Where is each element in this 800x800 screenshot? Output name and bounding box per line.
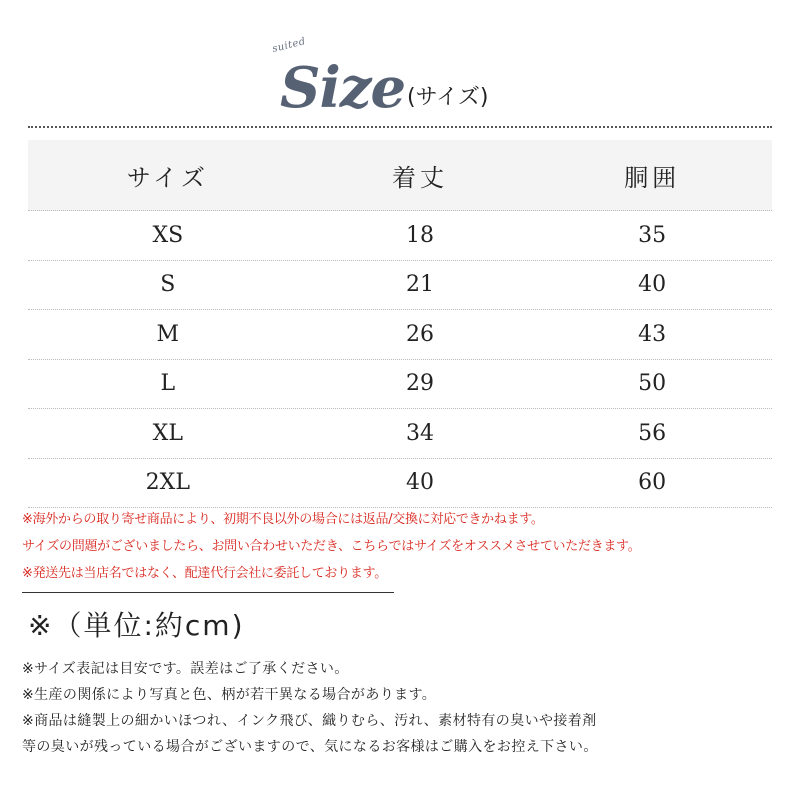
table-row [28,310,772,360]
top-divider [28,126,772,128]
table-row [28,261,772,311]
disclaimer-line: ※商品は縫製上の細かいほつれ、インク飛び、織りむら、汚れ、素材特有の臭いや接着剤 [22,713,597,729]
warning-line: ※発送先は当店名ではなく、配達代行会社に委託しております。 [22,566,387,581]
waist-cell: 50 [638,371,667,397]
logo-subtitle: (サイズ) [407,85,489,110]
table-header-row [28,140,772,211]
disclaimer-notes [22,656,792,760]
waist-cell: 60 [638,470,667,496]
length-cell: 26 [405,321,434,347]
size-cell: XS [152,222,184,248]
waist-cell: 35 [638,222,667,248]
size-cell: XL [152,420,183,446]
length-cell: 34 [405,420,434,446]
waist-cell: 56 [638,420,667,446]
header-waist: 胴囲 [624,163,681,192]
size-cell: 2XL [145,470,190,496]
length-cell: 29 [405,371,434,397]
warning-line: ※海外からの取り寄せ商品により、初期不良以外の場合には返品/交換に対応できかねます。 [22,512,544,527]
warning-line: サイズの問題がございましたら、お問い合わせいただき、こちらではサイズをオススメさせていただきます。 [22,539,641,554]
size-cell: S [160,272,176,298]
table-row [28,211,772,261]
waist-cell: 40 [638,272,667,298]
logo-wordmark: Size [280,55,406,121]
disclaimer-line: ※生産の関係により写真と色、柄が若干異なる場合があります。 [22,687,437,703]
disclaimer-line: 等の臭いが残っている場合がございますので、気になるお客様はご購入をお控え下さい。 [22,739,598,755]
size-table [28,140,772,508]
table-row [28,459,772,509]
length-cell: 40 [405,470,434,496]
table-row [28,409,772,459]
header-size: サイズ [126,163,209,192]
warning-notes [22,506,792,587]
size-cell: M [156,321,180,347]
logo-tagline: suited [271,36,307,55]
unit-note: ※（単位:約cm) [28,609,245,642]
size-logo [262,30,522,120]
table-row [28,360,772,410]
length-cell: 18 [405,222,434,248]
size-cell: L [160,371,176,397]
section-divider [22,592,394,593]
waist-cell: 43 [638,321,667,347]
header-length: 着丈 [391,163,448,192]
length-cell: 21 [405,272,434,298]
disclaimer-line: ※サイズ表記は目安です。誤差はご了承ください。 [22,661,349,677]
